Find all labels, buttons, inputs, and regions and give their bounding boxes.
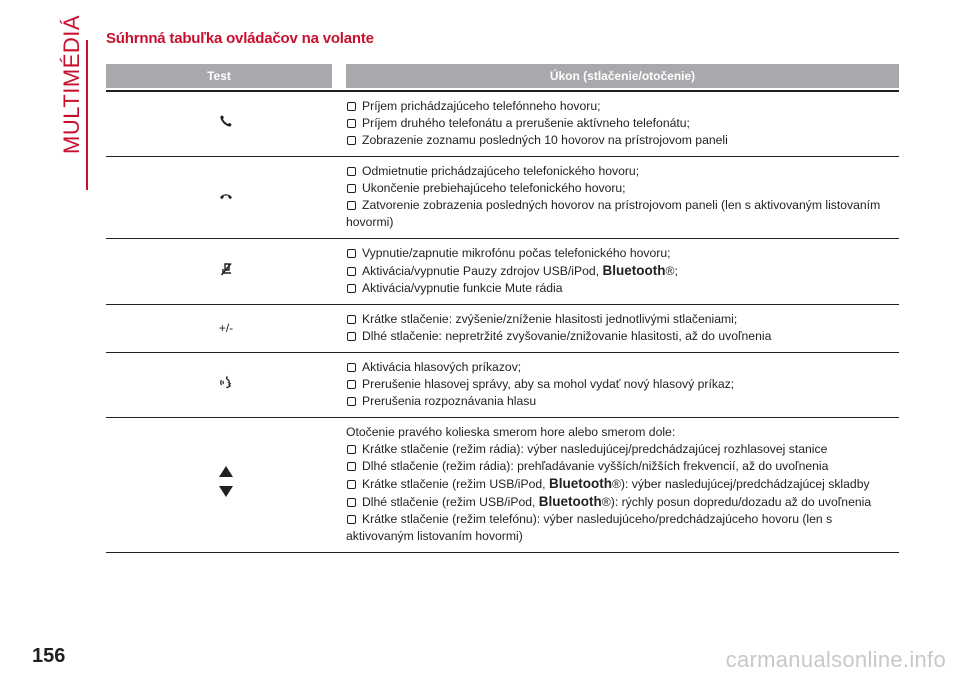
item-text: Prerušenia rozpoznávania hlasu: [362, 393, 537, 408]
list-item: [346, 475, 899, 493]
table-row: [106, 157, 899, 239]
checkbox-bullet-icon: [347, 201, 356, 210]
list-item: [346, 262, 899, 280]
item-text-suffix: ®): výber nasledujúcej/predchádzajúcej skladby: [611, 476, 870, 491]
list-item: [346, 311, 899, 328]
item-text-suffix: ®): rýchly posun dopredu/dozadu až do uvoľnenia: [601, 494, 872, 509]
item-text: Dlhé stlačenie (režim rádia): prehľadávanie vyšších/nižších frekvencií, až do uvoľnenia: [362, 458, 829, 473]
volume-plus-minus-label: +/-: [218, 320, 234, 335]
list-item: [346, 115, 899, 132]
item-text: Zobrazenie zoznamu posledných 10 hovorov na prístrojovom paneli: [362, 132, 728, 147]
bluetooth-brand-text: Bluetooth: [538, 493, 602, 509]
list-item: [346, 458, 899, 475]
checkbox-bullet-icon: [347, 315, 356, 324]
action-cell: [346, 157, 899, 238]
checkbox-bullet-icon: [347, 462, 356, 471]
table-row: [106, 305, 899, 353]
checkbox-bullet-icon: [347, 332, 356, 341]
test-cell: [106, 239, 346, 304]
mute-icon: [219, 262, 233, 281]
item-text: Dlhé stlačenie: nepretržité zvyšovanie/znižovanie hlasitosti, až do uvoľnenia: [362, 328, 772, 343]
list-item: [346, 376, 899, 393]
checkbox-bullet-icon: [347, 380, 356, 389]
checkbox-bullet-icon: [347, 102, 356, 111]
test-cell: [106, 157, 346, 238]
action-cell: [346, 239, 899, 304]
list-item: [346, 197, 899, 231]
row-intro-text: Otočenie pravého kolieska smerom hore alebo smerom dole:: [346, 424, 676, 439]
table-row: [106, 353, 899, 418]
item-text: Dlhé stlačenie (režim USB/iPod,: [362, 494, 536, 509]
checkbox-bullet-icon: [347, 480, 356, 489]
item-text: Odmietnutie prichádzajúceho telefonického hovoru;: [362, 163, 640, 178]
voice-command-icon: [219, 375, 233, 394]
bluetooth-brand-text: Bluetooth: [548, 475, 612, 491]
action-cell: [346, 305, 899, 352]
page-number: 156: [32, 645, 66, 667]
table-row: [106, 92, 899, 157]
item-text: Zatvorenie zobrazenia posledných hovorov na prístrojovom paneli (len s aktivovaným listovaním hovormi): [346, 197, 881, 229]
checkbox-bullet-icon: [347, 515, 356, 524]
list-item: [346, 180, 899, 197]
scroll-wheel-up-down-icon: [218, 464, 234, 505]
list-item: [346, 132, 899, 149]
item-text: Prerušenie hlasovej správy, aby sa mohol vydať nový hlasový príkaz;: [362, 376, 735, 391]
item-text: Vypnutie/zapnutie mikrofónu počas telefonického hovoru;: [362, 245, 671, 260]
item-text: Príjem druhého telefonátu a prerušenie aktívneho telefonátu;: [362, 115, 690, 130]
item-text: Aktivácia/vypnutie funkcie Mute rádia: [362, 280, 563, 295]
checkbox-bullet-icon: [347, 363, 356, 372]
list-item: [346, 493, 899, 511]
item-text: Krátke stlačenie (režim USB/iPod,: [362, 476, 546, 491]
action-cell: [346, 418, 899, 552]
table-row: [106, 418, 899, 553]
checkbox-bullet-icon: [347, 397, 356, 406]
header-gap: [332, 64, 346, 88]
test-cell: [106, 92, 346, 156]
controls-table: [106, 64, 899, 553]
action-cell: [346, 92, 899, 156]
checkbox-bullet-icon: [347, 445, 356, 454]
column-header-test: Test: [106, 64, 332, 88]
test-cell: [106, 305, 346, 352]
bluetooth-brand-text: Bluetooth: [602, 262, 666, 278]
list-item: [346, 163, 899, 180]
phone-accept-icon: [219, 114, 233, 133]
watermark-text: carmanualsonline.info: [725, 647, 946, 672]
checkbox-bullet-icon: [347, 167, 356, 176]
checkbox-bullet-icon: [347, 249, 356, 258]
list-item: [346, 393, 899, 410]
column-header-action: Úkon (stlačenie/otočenie): [346, 64, 899, 88]
list-item: [346, 280, 899, 297]
table-row: [106, 239, 899, 305]
checkbox-bullet-icon: [347, 184, 356, 193]
list-item: [346, 441, 899, 458]
action-cell: [346, 353, 899, 417]
list-item: [346, 98, 899, 115]
item-text: Príjem prichádzajúceho telefónneho hovoru;: [362, 98, 601, 113]
checkbox-bullet-icon: [347, 498, 356, 507]
section-label: MULTIMÉDIÁ: [59, 14, 84, 154]
item-text: Aktivácia/vypnutie Pauzy zdrojov USB/iPod,: [362, 263, 600, 278]
checkbox-bullet-icon: [347, 136, 356, 145]
list-item: [346, 511, 899, 545]
checkbox-bullet-icon: [347, 284, 356, 293]
table-header: [106, 64, 899, 88]
phone-hangup-icon: [219, 189, 233, 206]
checkbox-bullet-icon: [347, 119, 356, 128]
list-item: [346, 359, 899, 376]
checkbox-bullet-icon: [347, 267, 356, 276]
item-text: Aktivácia hlasových príkazov;: [362, 359, 522, 374]
section-divider: [86, 40, 88, 190]
page-title: Súhrnná tabuľka ovládačov na volante: [106, 30, 374, 47]
item-text: Krátke stlačenie: zvýšenie/zníženie hlasitosti jednotlivými stlačeniami;: [362, 311, 738, 326]
test-cell: [106, 353, 346, 417]
item-text: Ukončenie prebiehajúceho telefonického hovoru;: [362, 180, 626, 195]
side-section-tab: [51, 14, 91, 170]
item-text: Krátke stlačenie (režim rádia): výber nasledujúcej/predchádzajúcej rozhlasovej stanice: [362, 441, 828, 456]
list-item: [346, 245, 899, 262]
item-text-suffix: ®;: [665, 263, 678, 278]
item-text: Krátke stlačenie (režim telefónu): výber nasledujúceho/predchádzajúceho hovoru (len s aktivovaným listovaním hovormi): [346, 511, 833, 543]
list-item: [346, 328, 899, 345]
test-cell: [106, 418, 346, 552]
